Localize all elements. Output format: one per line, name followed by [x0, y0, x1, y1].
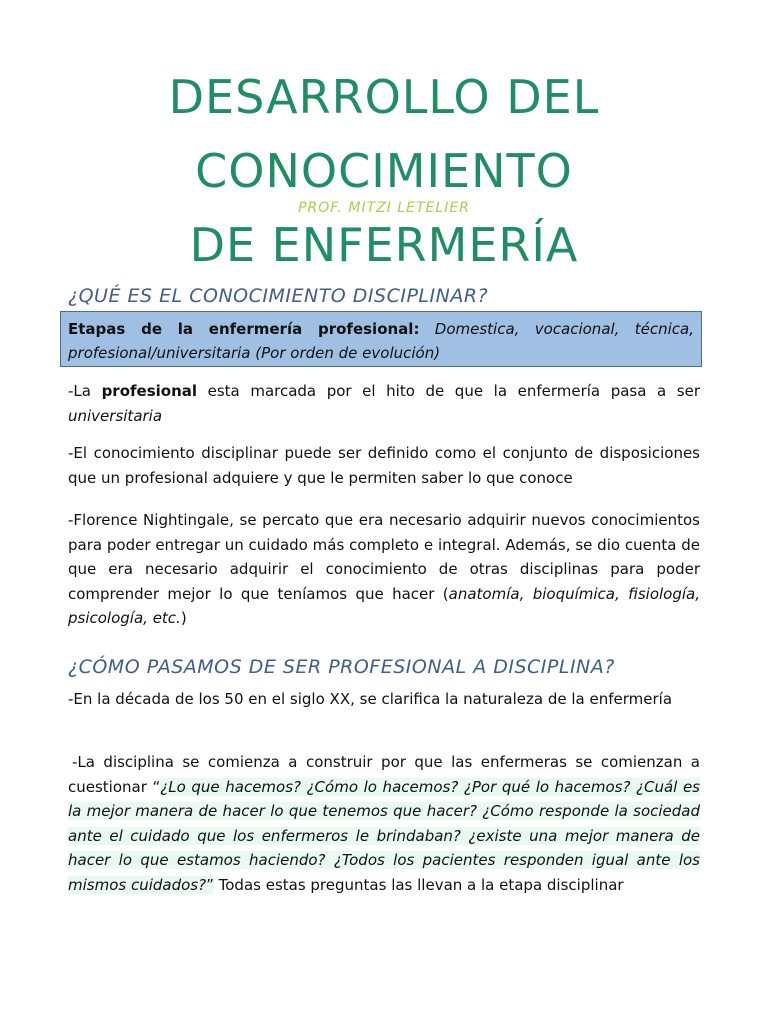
- p5-highlighted-questions: ¿Lo que hacemos? ¿Cómo lo hacemos? ¿Por qué lo hacemos? ¿Cuál es la mejor manera de hacer lo que tenemos que hacer? ¿Cómo responde la sociedad ante el cuidado que los enfermeros le brindaban? ¿existe una mejor manera de hacer lo que estamos haciendo? ¿Todos los pacientes responden igual ante los mismos cuidados?: [68, 777, 700, 894]
- paragraph-decada-50: -En la década de los 50 en el siglo XX, se clarifica la naturaleza de la enfermería: [68, 690, 673, 708]
- box-text: Domestica, vocacional, técnica, profesional/universitaria (Por orden de evolución): [68, 320, 694, 362]
- p3-italic: anatomía, bioquímica, fisiología, psicología, etc.: [68, 584, 700, 627]
- paragraph-profesional: [68, 379, 700, 428]
- paragraph-disciplina-cuestionar: [68, 750, 700, 897]
- p3-text-b: ): [180, 609, 187, 627]
- document-title: [40, 60, 728, 282]
- paragraph-nightingale: [68, 508, 700, 631]
- highlight-box-etapas: [60, 311, 702, 367]
- title-line-2: DE ENFERMERÍA: [189, 218, 579, 272]
- paragraph-definicion: -El conocimiento disciplinar puede ser definido como el conjunto de disposiciones que un profesional adquiere y que le permiten saber lo que conoce: [68, 444, 700, 487]
- p5-text-a: -La disciplina se comienza a construir por que las enfermeras se comienzan a cuestionar: [68, 753, 700, 796]
- p5-text-b: Todas estas preguntas las llevan a la etapa disciplinar: [213, 875, 624, 894]
- author-line: PROF. MITZI LETELIER: [298, 200, 470, 216]
- p1-italic: universitaria: [68, 406, 163, 425]
- p1-bold: profesional: [101, 382, 198, 400]
- section-heading-conocimiento-disciplinar: ¿QUÉ ES EL CONOCIMIENTO DISCIPLINAR?: [68, 285, 489, 307]
- title-line-1: DESARROLLO DEL CONOCIMIENTO: [168, 70, 600, 198]
- p3-text-a: -Florence Nightingale, se percato que era necesario adquirir nuevos conocimientos para poder entregar un cuidado más completo e integral. Además, se dio cuenta de que era necesario adquirir el conocimiento de otras disciplinas para poder comprender mejor lo que teníamos que hacer (: [68, 511, 700, 603]
- p5-quote-close: ”: [206, 875, 214, 894]
- p5-quote-open: “: [152, 777, 161, 796]
- section-heading-profesional-a-disciplina: ¿CÓMO PASAMOS DE SER PROFESIONAL A DISCIPLINA?: [68, 656, 615, 678]
- box-label: Etapas de la enfermería profesional:: [68, 320, 420, 338]
- p1-text-a: -La: [68, 382, 102, 400]
- p1-text-b: esta marcada por el hito de que la enfermería pasa a ser: [197, 382, 701, 400]
